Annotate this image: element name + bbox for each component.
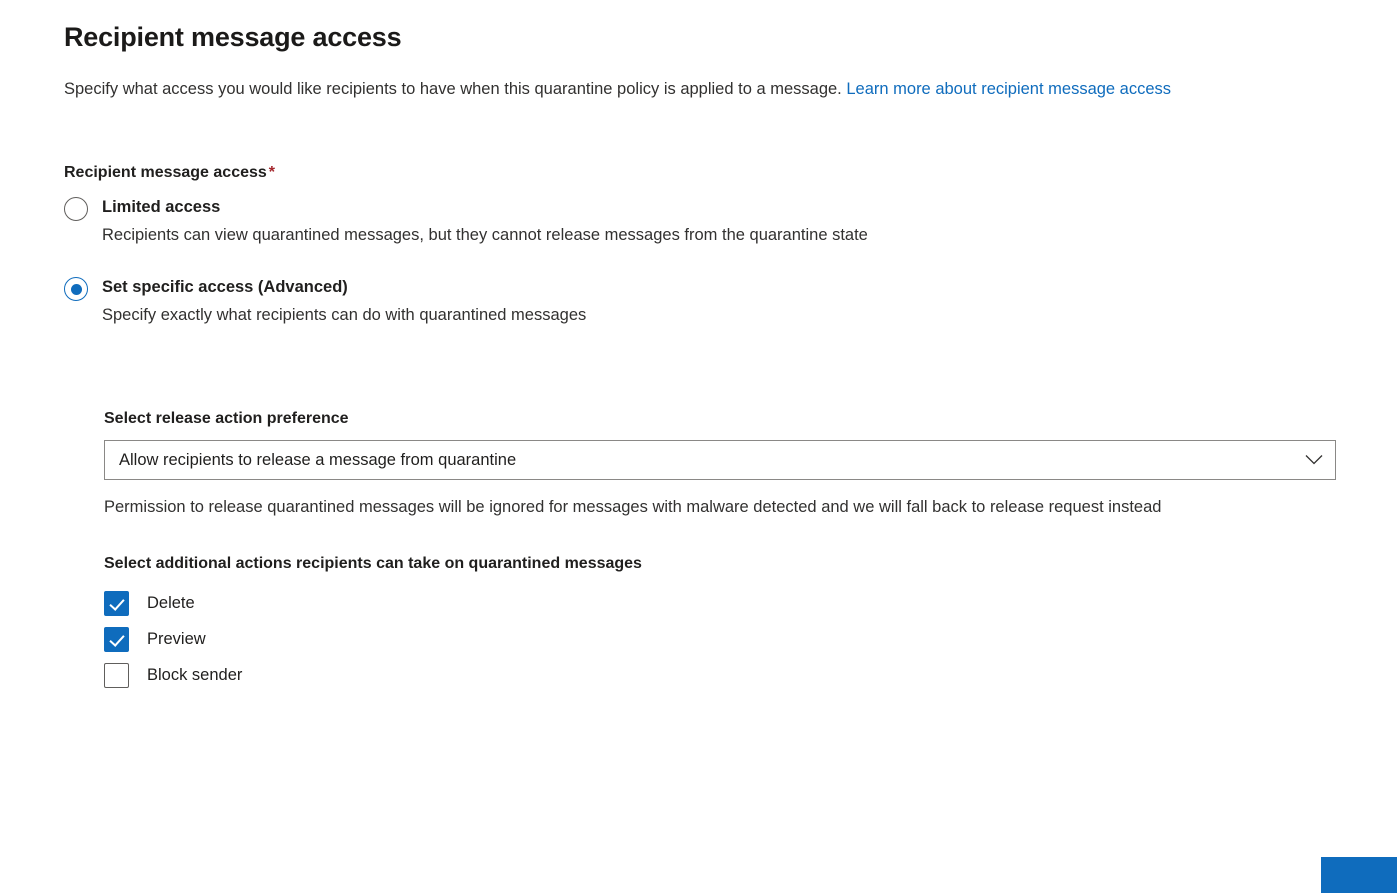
checkbox-icon-preview[interactable] xyxy=(104,627,129,652)
checkbox-icon-delete[interactable] xyxy=(104,591,129,616)
chevron-down-icon xyxy=(1305,454,1323,466)
additional-actions-checkbox-list xyxy=(104,587,1337,691)
radio-option-set-specific-access-description: Specify exactly what recipients can do with quarantined messages xyxy=(102,306,587,324)
field-label-text: Recipient message access xyxy=(64,164,267,181)
checkbox-row-delete[interactable] xyxy=(104,587,1337,619)
required-marker: * xyxy=(268,164,276,181)
radio-option-set-specific-access[interactable] xyxy=(64,276,1337,328)
radio-option-limited-access-title: Limited access xyxy=(102,198,221,216)
checkbox-label-preview: Preview xyxy=(147,629,206,648)
checkbox-row-block-sender[interactable] xyxy=(104,659,1337,691)
page-title: Recipient message access xyxy=(64,22,402,52)
release-preference-label: Select release action preference xyxy=(104,410,349,427)
radio-icon-limited-access[interactable] xyxy=(64,197,88,221)
radio-option-set-specific-access-text xyxy=(102,276,586,328)
checkbox-label-delete: Delete xyxy=(147,593,195,612)
recipient-message-access-radio-group xyxy=(64,196,1337,328)
checkbox-row-preview[interactable] xyxy=(104,623,1337,655)
release-preference-dropdown[interactable] xyxy=(104,440,1336,480)
checkbox-icon-block-sender[interactable] xyxy=(104,663,129,688)
checkbox-label-block-sender: Block sender xyxy=(147,665,243,684)
radio-option-set-specific-access-title: Set specific access (Advanced) xyxy=(102,278,348,296)
intro-text: Specify what access you would like recipients to have when this quarantine policy is applied to a message. xyxy=(64,80,847,98)
specific-access-options xyxy=(104,410,1337,691)
learn-more-link[interactable]: Learn more about recipient message access xyxy=(846,80,1172,98)
radio-icon-set-specific-access[interactable] xyxy=(64,277,88,301)
radio-option-limited-access-description: Recipients can view quarantined messages, but they cannot release messages from the quarantine state xyxy=(102,226,868,244)
radio-option-limited-access-text xyxy=(102,196,868,248)
recipient-message-access-label xyxy=(64,164,1337,182)
additional-actions-label: Select additional actions recipients can take on quarantined messages xyxy=(104,555,642,572)
primary-action-button-partial[interactable] xyxy=(1321,857,1397,893)
intro-paragraph xyxy=(64,75,1337,104)
release-preference-selected-value: Allow recipients to release a message from quarantine xyxy=(119,450,517,469)
radio-option-limited-access[interactable] xyxy=(64,196,1337,248)
release-preference-helper-text: Permission to release quarantined messages will be ignored for messages with malware detected and we will fall back to release request instead xyxy=(104,498,1162,516)
